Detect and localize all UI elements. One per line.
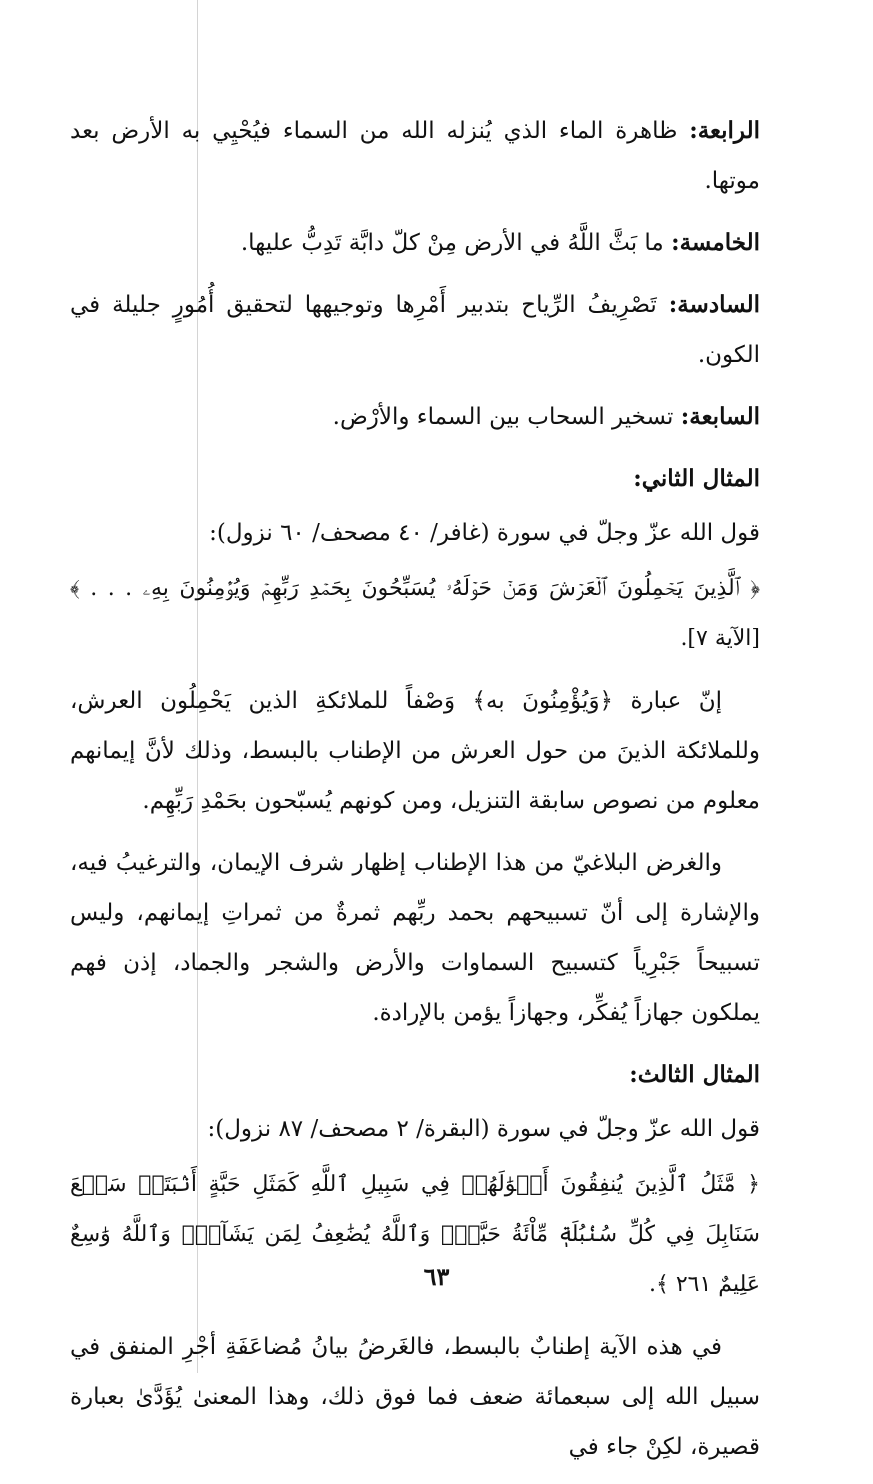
example-three-paragraph-1: في هذه الآية إطنابٌ بالبسط، فالغَرضُ بيانُ مُضاعَفَةِ أجْرِ المنفق في سبيل الله إلى سبعمائة ضعف فما فوق ذلك، وهذا المعنىٰ يُؤَدَّىٰ بعبارة قصيرة، لكِنْ جاء في bbox=[70, 1334, 760, 1460]
list-item-fifth bbox=[70, 218, 760, 268]
example-three-intro: قول الله عزّ وجلّ في سورة (البقرة/ ٢ مصحف/ ٨٧ نزول): bbox=[207, 1116, 760, 1142]
example-three-heading: المثال الثالث: bbox=[629, 1061, 760, 1088]
list-item-seventh bbox=[70, 392, 760, 442]
list-item-sixth bbox=[70, 280, 760, 380]
example-two-paragraph-1: إنّ عبارة ﴿وَيُؤْمِنُونَ به﴾ وَصْفاً للملائكةِ الذين يَحْمِلُون العرش، وللملائكة الذينَ من حول العرش من الإطناب بالبسط، وذلك لأنَّ إيمانهم معلوم من نصوص سابقة التنزيل، ومن كونهم يُسبّحون بحَمْدِ رَبِّهِم. bbox=[70, 688, 760, 814]
example-two-heading: المثال الثاني: bbox=[633, 465, 760, 492]
list-item-fourth bbox=[70, 106, 760, 206]
example-two-verse: ﴿ ٱلَّذِينَ يَحۡمِلُونَ ٱلۡعَرۡشَ وَمَنۡ حَوۡلَهُۥ يُسَبِّحُونَ بِحَمۡدِ رَبِّهِمۡ وَيُؤۡمِنُونَ بِهِۦ . . . ﴾ [الآية ٧]. bbox=[70, 576, 760, 651]
list-item-text: ظاهرة الماء الذي يُنزله الله من السماء فيُحْيِي به الأرض بعد موتها. bbox=[70, 118, 760, 194]
example-two-intro: قول الله عزّ وجلّ في سورة (غافر/ ٤٠ مصحف/ ٦٠ نزول): bbox=[209, 520, 760, 546]
list-item-text: ما بَثَّ اللَّهُ في الأرض مِنْ كلّ دابَّة تَدِبُّ عليها. bbox=[240, 230, 672, 256]
list-item-lead: السادسة: bbox=[668, 291, 760, 318]
example-two-paragraph-2: والغرض البلاغيّ من هذا الإطناب إظهار شرف الإيمان، والترغيبُ فيه، والإشارة إلى أنّ تسبيحهم بحمد ربِّهم ثمرةٌ من ثمراتِ إيمانهم، وليس تسبيحاً جَبْرِياً كتسبيح السماوات والأرض والشجر والجماد، إذن فهم يملكون جهازاً يُفكِّر، وجهازاً يؤمن بالإرادة. bbox=[70, 850, 760, 1026]
example-three-verse: ﴿ مَّثَلُ ٱلَّذِينَ يُنفِقُونَ أَمۡوَٰلَهُمۡ فِي سَبِيلِ ٱللَّهِ كَمَثَلِ حَبَّةٍ أَنۢبَتَتۡ سَبۡعَ سَنَابِلَ فِي كُلِّ سُنۢبُلَةٖ مِّاْئَةُ حَبَّةٖۗ وَٱللَّهُ يُضَٰعِفُ لِمَن يَشَآءُۚ وَٱللَّهُ وَٰسِعٌ عَلِيمٌ ٢٦١ ﴾. bbox=[70, 1172, 760, 1297]
list-item-lead: السابعة: bbox=[680, 403, 760, 430]
list-item-text: تَصْرِيفُ الرِّياح بتدبير أَمْرِها وتوجيهها لتحقيق أُمُورٍ جليلة في الكون. bbox=[70, 292, 760, 368]
list-item-text: تسخير السحاب بين السماء والأرْض. bbox=[332, 404, 681, 430]
list-item-lead: الرابعة: bbox=[689, 117, 760, 144]
list-item-lead: الخامسة: bbox=[671, 229, 760, 256]
page-number: ٦٣ bbox=[423, 1262, 450, 1291]
